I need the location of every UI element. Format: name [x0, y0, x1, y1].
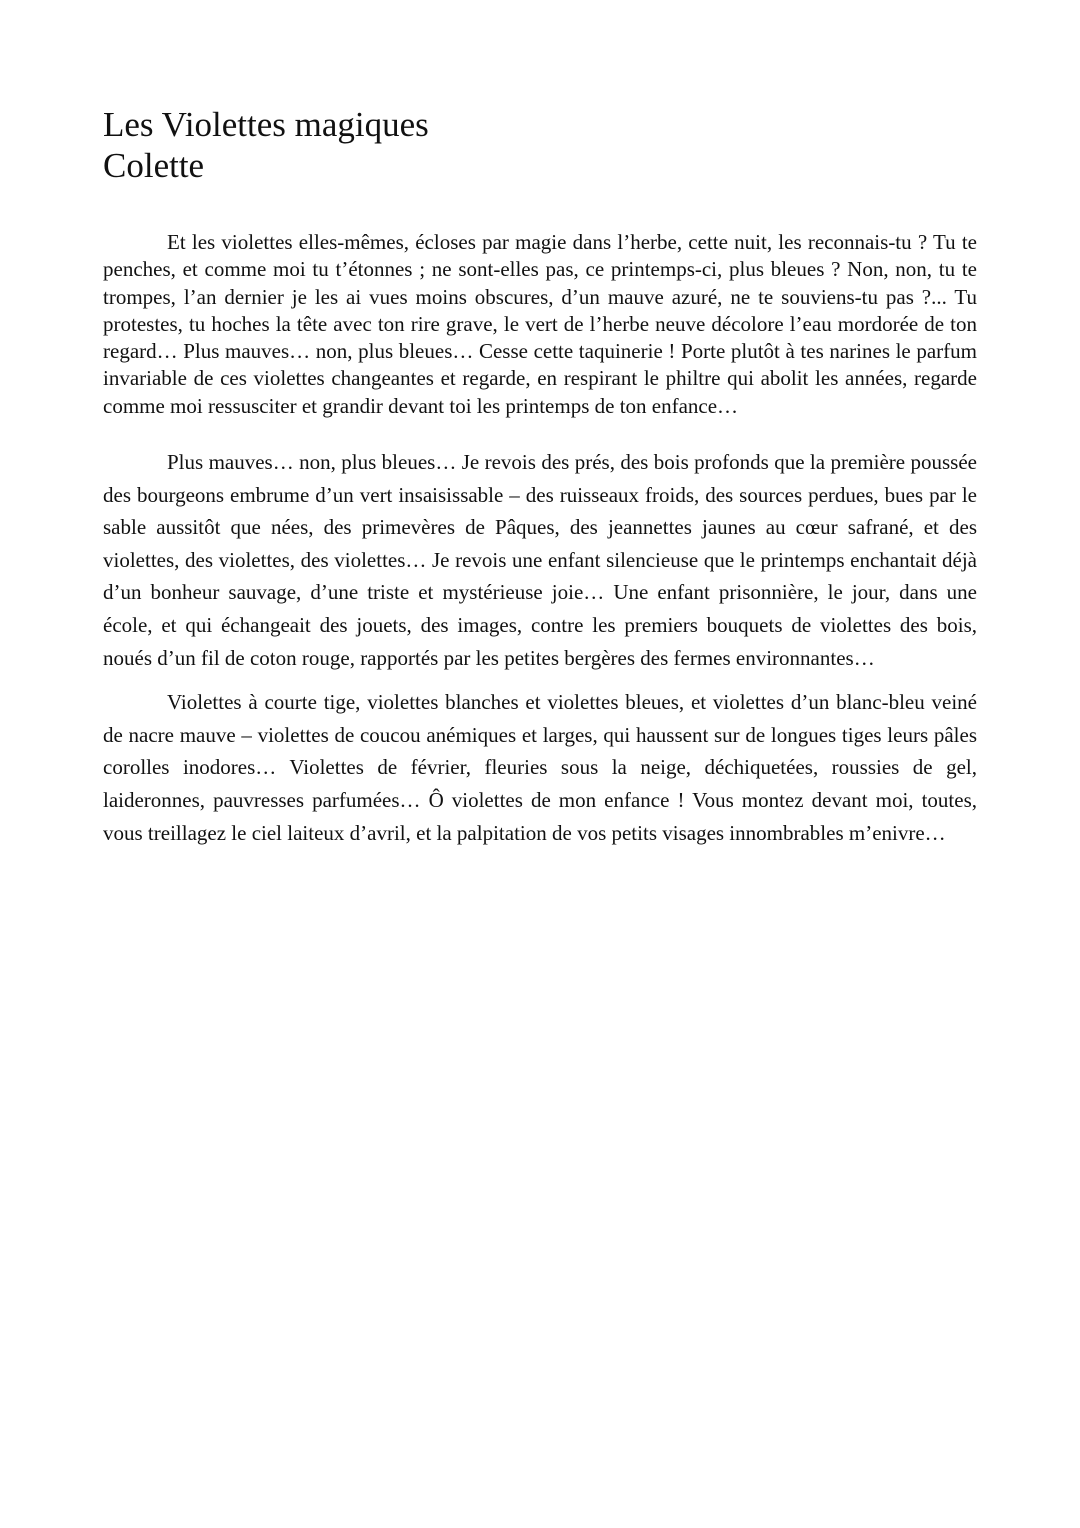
paragraph-3: Violettes à courte tige, violettes blanches et violettes bleues, et violettes d’un blanc-bleu veiné de nacre mauve – violettes de coucou anémiques et larges, qui haussent sur de longues tiges leurs pâles corolles inodores… Violettes de février, fleuries sous la neige, déchiquetées, roussies de gel, laideronnes, pauvresses parfumées… Ô violettes de mon enfance ! Vous montez devant moi, toutes, vous treillagez le ciel laiteux d’avril, et la palpitation de vos petits visages innombrables m’enivre…	[103, 690, 977, 845]
document-author: Colette	[103, 146, 205, 185]
document-title: Les Violettes magiques	[103, 105, 429, 144]
document-heading	[103, 104, 977, 186]
document-body	[103, 229, 977, 849]
paragraph-1: Et les violettes elles-mêmes, écloses par magie dans l’herbe, cette nuit, les reconnais-tu ? Tu te penches, et comme moi tu t’étonnes ; ne sont-elles pas, ce printemps-ci, plus bleues ? Non, non, tu te trompes, l’an dernier je les ai vues moins obscures, d’un mauve azuré, ne te souviens-tu pas ?... Tu protestes, tu hoches la tête avec ton rire grave, le vert de l’herbe neuve décolore l’eau mordorée de ton regard… Plus mauves… non, plus bleues… Cesse cette taquinerie ! Porte plutôt à tes narines le parfum invariable de ces violettes changeantes et regarde, en respirant le philtre qui abolit les années, regarde comme moi ressusciter et grandir devant toi les printemps de ton enfance…	[103, 230, 977, 418]
paragraph-2: Plus mauves… non, plus bleues… Je revois des prés, des bois profonds que la première poussée des bourgeons embrume d’un vert insaisissable – des ruisseaux froids, des sources perdues, bues par le sable aussitôt que nées, des primevères de Pâques, des jeannettes jaunes au cœur safrané, et des violettes, des violettes, des violettes… Je revois une enfant silencieuse que le printemps enchantait déjà d’un bonheur sauvage, d’une triste et mystérieuse joie… Une enfant prisonnière, le jour, dans une école, et qui échangeait des jouets, des images, contre les premiers bouquets de violettes des bois, noués d’un fil de coton rouge, rapportés par les petites bergères des fermes environnantes…	[103, 450, 977, 670]
